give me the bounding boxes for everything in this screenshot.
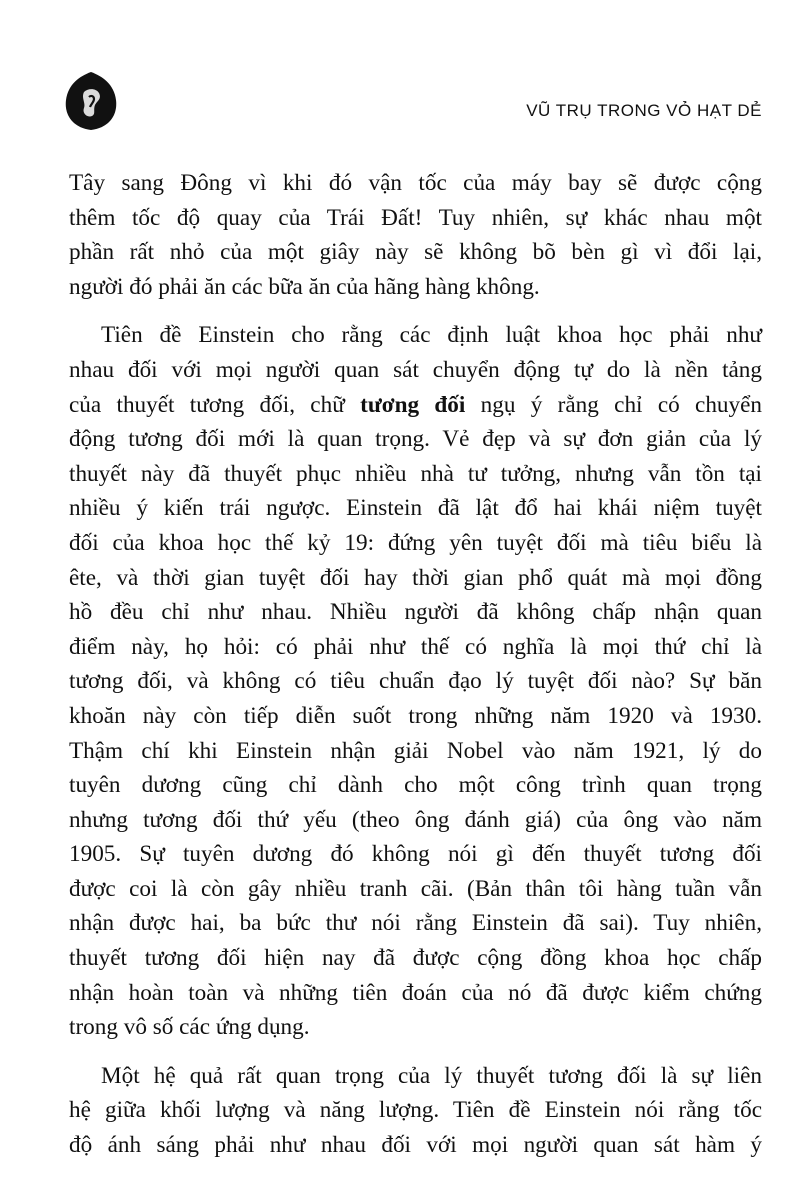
text-line: nhưng tương đối thứ yếu (theo ông đánh giá) của ông vào năm bbox=[69, 806, 762, 833]
text-line: đối của khoa học thế kỷ 19: đứng yên tuyệt đối mà tiêu biểu là bbox=[69, 529, 762, 556]
text-segment: ngụ ý rằng chỉ có chuyển bbox=[465, 391, 762, 418]
paragraph-1 bbox=[69, 166, 762, 304]
text-line: nhận hoàn toàn và những tiên đoán của nó đã được kiểm chứng bbox=[69, 979, 762, 1006]
text-line: trong vô số các ứng dụng. bbox=[69, 1014, 310, 1041]
text-line: điểm này, họ hỏi: có phải như thế có nghĩa là mọi thứ chỉ là bbox=[69, 633, 762, 660]
text-segment: của thuyết tương đối, chữ bbox=[69, 391, 361, 418]
text-line: phần rất nhỏ của một giây này sẽ không bõ bèn gì vì đổi lại, bbox=[69, 239, 762, 266]
text-line: thêm tốc độ quay của Trái Đất! Tuy nhiên, sự khác nhau một bbox=[69, 204, 762, 231]
text-line: 1905. Sự tuyên dương đó không nói gì đến thuyết tương đối bbox=[69, 841, 762, 868]
text-line: khoăn này còn tiếp diễn suốt trong những năm 1920 và 1930. bbox=[69, 702, 762, 729]
paragraph-2 bbox=[69, 318, 762, 1044]
paragraph-3 bbox=[69, 1059, 762, 1163]
text-line: thuyết này đã thuyết phục nhiều nhà tư tưởng, nhưng vẫn tồn tại bbox=[69, 460, 762, 487]
text-line: nhận được hai, ba bức thư nói rằng Einstein đã sai). Tuy nhiên, bbox=[69, 910, 762, 937]
text-line: Tây sang Đông vì khi đó vận tốc của máy bay sẽ được cộng bbox=[69, 170, 762, 196]
text-line: nhau đối với mọi người quan sát chuyển động tự do là nền tảng bbox=[69, 356, 762, 383]
text-line: được coi là còn gây nhiều tranh cãi. (Bản thân tôi hàng tuần vẫn bbox=[69, 875, 762, 902]
text-line: thuyết tương đối hiện nay đã được cộng đồng khoa học chấp bbox=[69, 945, 762, 972]
text-line: Một hệ quả rất quan trọng của lý thuyết tương đối là sự liên bbox=[101, 1062, 762, 1089]
text-line: độ ánh sáng phải như nhau đối với mọi người quan sát hàm ý bbox=[69, 1132, 762, 1159]
body-text bbox=[69, 166, 762, 1163]
text-line: ête, và thời gian tuyệt đối hay thời gian phổ quát mà mọi đồng bbox=[69, 564, 762, 591]
text-line: nhiều ý kiến trái ngược. Einstein đã lật đổ hai khái niệm tuyệt bbox=[69, 495, 762, 522]
text-line: Tiên đề Einstein cho rằng các định luật khoa học phải như bbox=[101, 322, 762, 349]
text-line: Thậm chí khi Einstein nhận giải Nobel vào năm 1921, lý do bbox=[69, 737, 762, 764]
text-line: tuyên dương cũng chỉ dành cho một công trình quan trọng bbox=[69, 772, 762, 799]
text-line-with-emphasis bbox=[69, 388, 762, 423]
text-line: động tương đối mới là quan trọng. Vẻ đẹp và sự đơn giản của lý bbox=[69, 426, 762, 453]
text-line: hồ đều chỉ như nhau. Nhiều người đã không chấp nhận quan bbox=[69, 599, 762, 626]
publisher-emblem-icon bbox=[62, 70, 120, 132]
running-header-title: VŨ TRỤ TRONG VỎ HẠT DẺ bbox=[526, 101, 762, 120]
bold-term: tương đối bbox=[360, 391, 466, 418]
text-line: người đó phải ăn các bữa ăn của hãng hàng không. bbox=[69, 273, 540, 300]
text-line: hệ giữa khối lượng và năng lượng. Tiên đề Einstein nói rằng tốc bbox=[69, 1097, 762, 1124]
text-line: tương đối, và không có tiêu chuẩn đạo lý tuyệt đối nào? Sự băn bbox=[69, 668, 762, 695]
